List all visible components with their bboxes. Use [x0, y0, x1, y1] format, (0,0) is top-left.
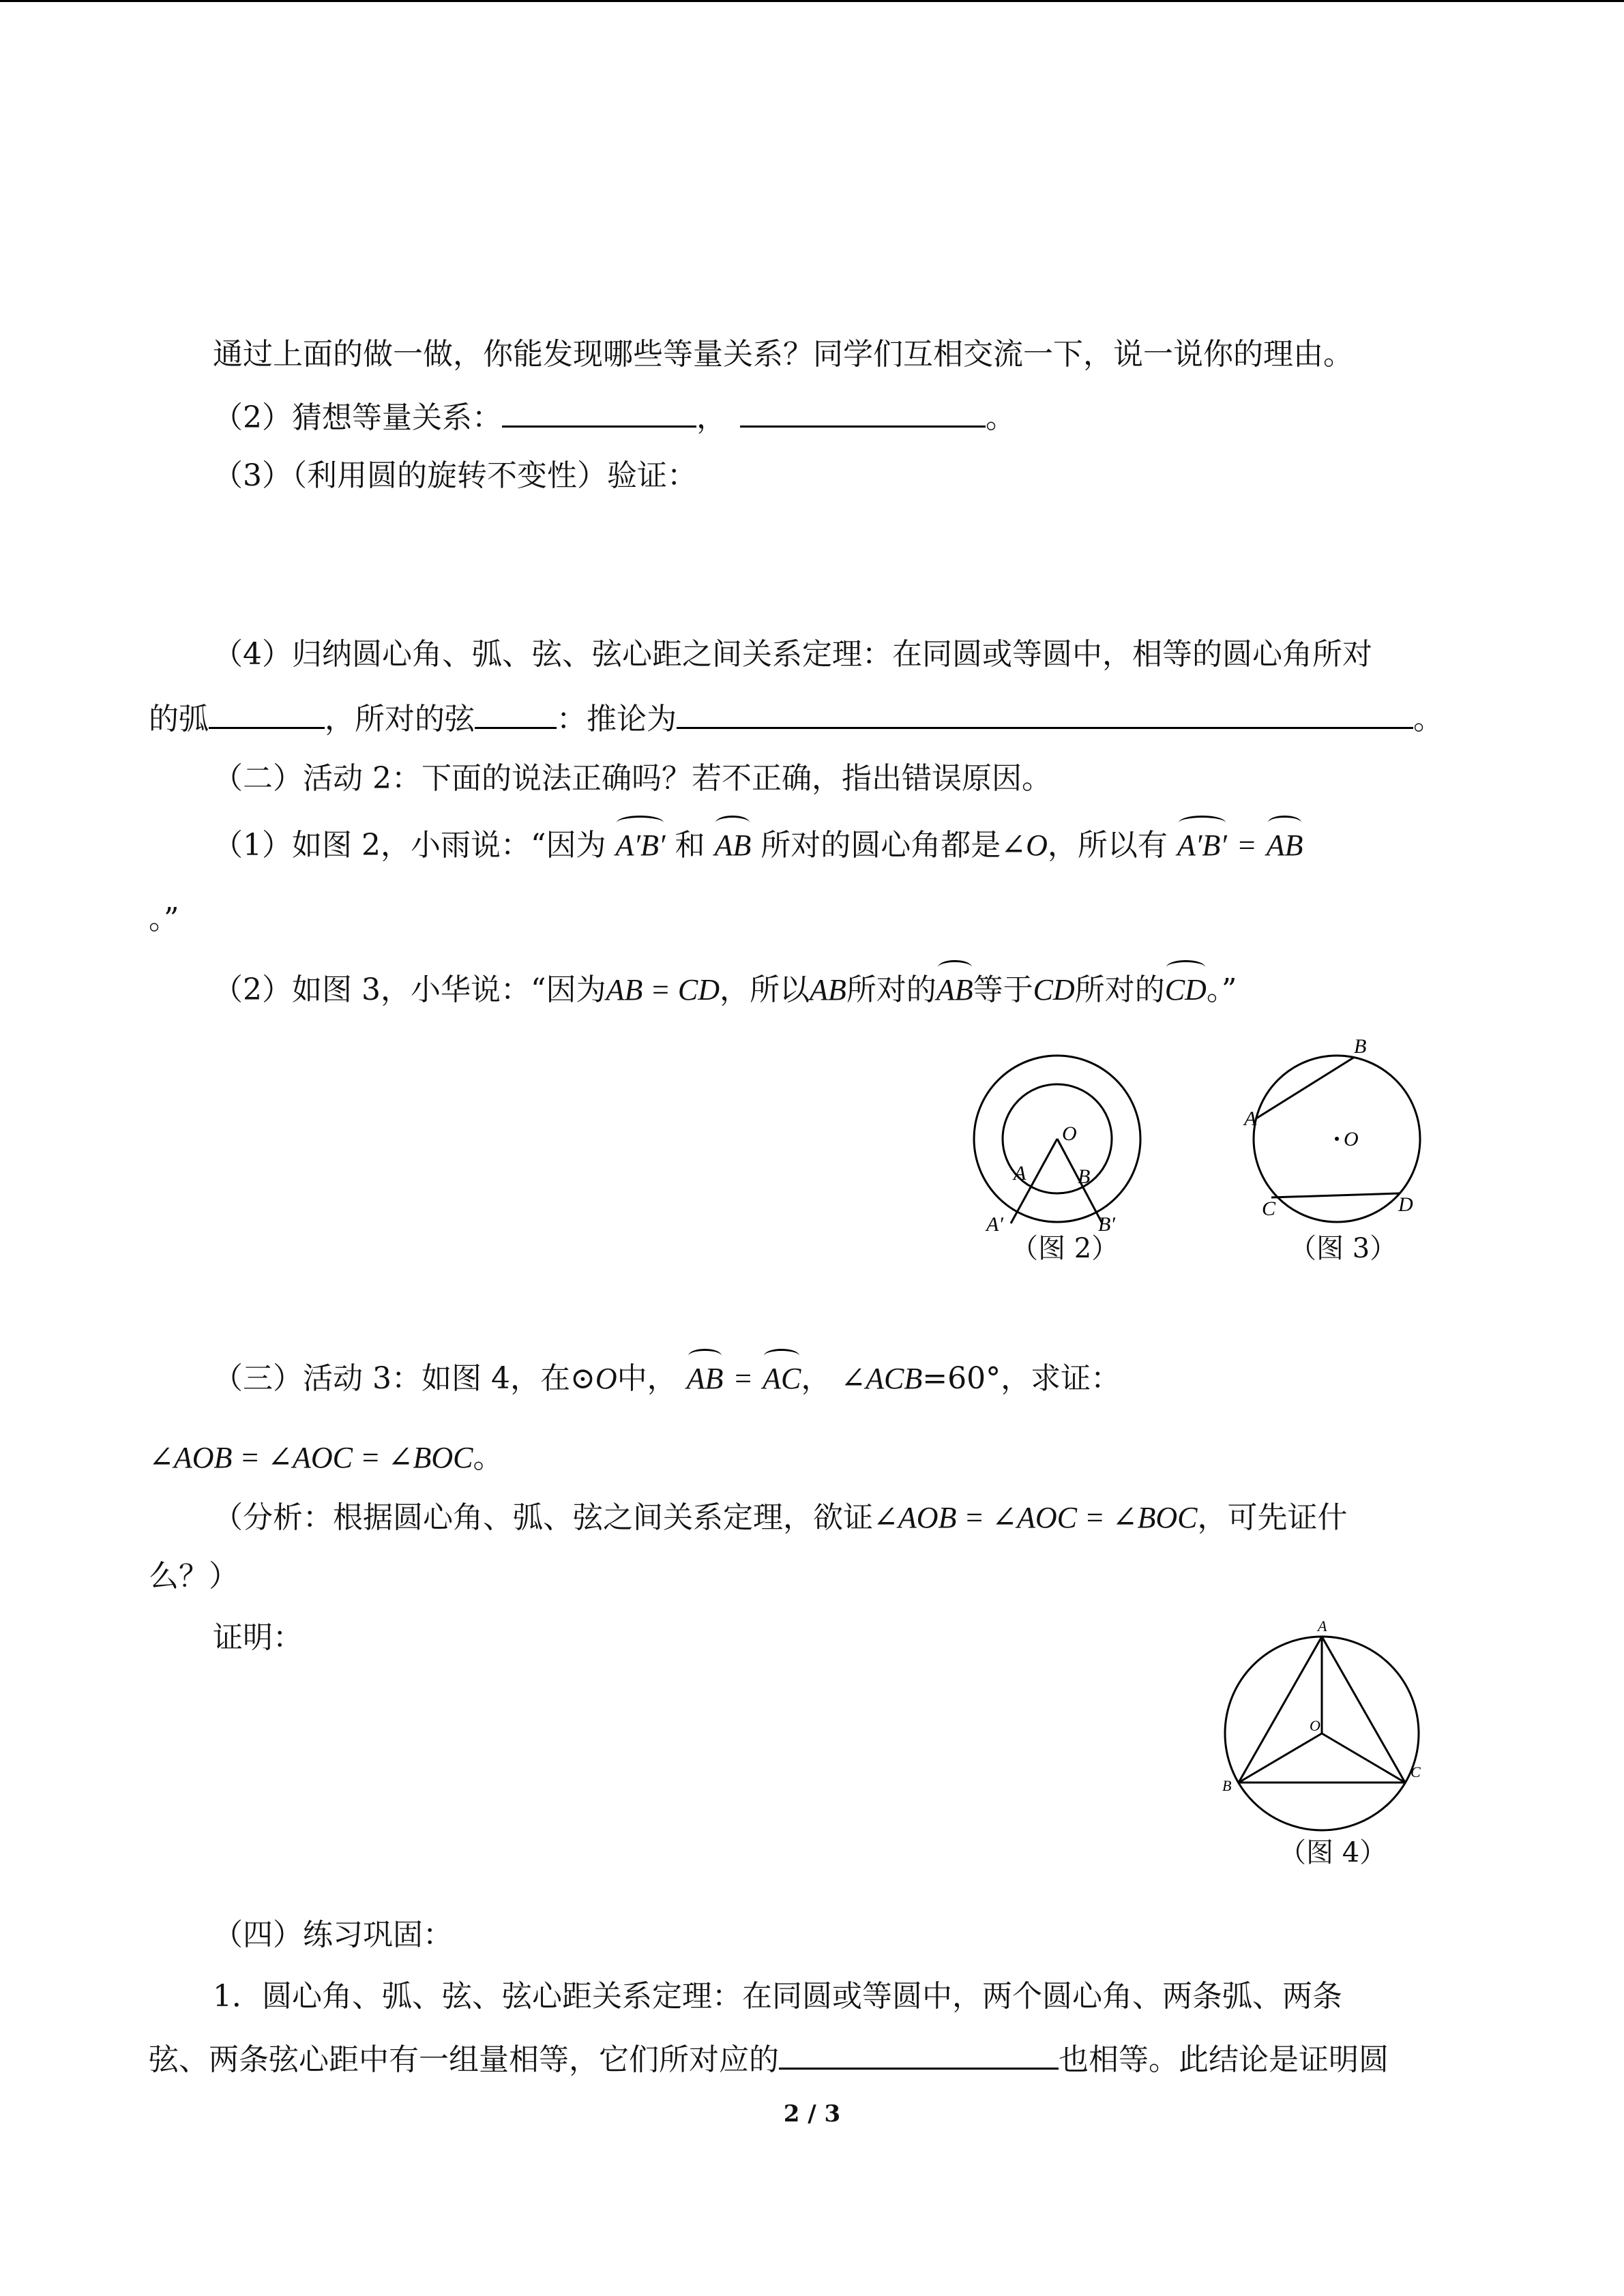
blank-arc[interactable]	[209, 697, 325, 729]
circle-o-label: O	[595, 1362, 617, 1395]
q1-text-2: 和	[675, 828, 705, 863]
blank-exercise-1[interactable]	[779, 2038, 1059, 2070]
conjecture-separator: ，	[696, 400, 726, 435]
act3-text-2: 中，	[617, 1361, 677, 1396]
top-border	[0, 0, 1624, 2]
fig2-label-b: B	[1078, 1165, 1091, 1188]
paragraph-conjecture	[213, 396, 1016, 438]
figure-2-caption: （图 2）	[1011, 1233, 1119, 1264]
activity-2-question-1	[213, 825, 1303, 866]
fig3-label-a: A	[1244, 1107, 1257, 1130]
chord-equation: AB = CD	[606, 973, 720, 1007]
act3-text-4: =60°，求证：	[922, 1361, 1121, 1396]
paragraph-discussion: 通过上面的做一做，你能发现哪些等量关系？同学们互相交流一下，说一说你的理由。	[213, 337, 1353, 372]
blank-corollary[interactable]	[677, 697, 1413, 729]
fig3-label-c: C	[1262, 1197, 1276, 1220]
activity-2-question-2	[213, 970, 1237, 1011]
q1-text-1: （1）如图 2，小雨说：“因为	[213, 828, 606, 863]
exercise-1-line2	[149, 2038, 1389, 2081]
angle-o: ∠O	[1001, 829, 1048, 862]
act3-line2-end: 。	[473, 1440, 503, 1475]
act3-text-1: （三）活动 3：如图 4，在⊙	[213, 1361, 595, 1396]
arc-ac-act3: AC	[763, 1358, 801, 1399]
fig4-radius-oc	[1322, 1733, 1405, 1783]
fig3-label-o: O	[1344, 1128, 1359, 1150]
fig4-label-c: C	[1411, 1763, 1421, 1780]
paragraph-verify: （3）（利用圆的旋转不变性）验证：	[213, 458, 697, 493]
figure-3-diagram	[1228, 1037, 1439, 1234]
exercise-1-text-b: 也相等。此结论是证明圆	[1059, 2042, 1389, 2077]
question-1-end: 。”	[149, 901, 179, 936]
act3-text-3: ，	[801, 1361, 831, 1396]
q1-text-3: 所对的圆心角都是	[761, 828, 1001, 863]
analysis-text-1: （分析：根据圆心角、弧、弦之间关系定理，欲证	[213, 1500, 873, 1535]
fig2-label-o: O	[1062, 1122, 1077, 1145]
arc-ab-act3: AB	[687, 1358, 724, 1399]
angle-acb: ∠ACB	[840, 1362, 923, 1395]
conjecture-end: 。	[986, 400, 1016, 435]
fig3-center-dot	[1335, 1137, 1339, 1141]
equals-sign: =	[1236, 829, 1257, 862]
exercise-1-text-a: 弦、两条弦心距中有一组量相等，它们所对应的	[149, 2042, 779, 2077]
arc-a-prime-b-prime: A′B′	[615, 825, 665, 866]
fig2-label-a-prime: A′	[986, 1213, 1003, 1234]
q2-text-5: 所对的	[1074, 972, 1165, 1007]
fig4-side-ac	[1322, 1637, 1405, 1783]
conjecture-label: （2）猜想等量关系：	[213, 400, 502, 435]
q1-text-4: ，所以有	[1047, 828, 1168, 863]
blank-conjecture-1[interactable]	[502, 396, 696, 428]
arc-ab-2: AB	[1267, 825, 1303, 866]
theorem-text-b: ，所对的弦	[325, 702, 475, 736]
angle-equation: ∠AOB = ∠AOC = ∠BOC	[149, 1441, 473, 1474]
chord-ab: AB	[810, 973, 846, 1007]
arc-cd-q2: CD	[1165, 970, 1207, 1011]
fig3-label-d: D	[1398, 1193, 1413, 1216]
paragraph-theorem-line1: （4）归纳圆心角、弧、弦、弦心距之间关系定理：在同圆或等圆中，相等的圆心角所对	[213, 637, 1372, 672]
q2-text-2: ，所以	[720, 972, 810, 1007]
q2-text-3: 所对的	[846, 972, 936, 1007]
activity-3-analysis-line2: 么？）	[149, 1559, 239, 1594]
fig2-label-a: A	[1014, 1162, 1027, 1184]
exercise-1-line1: 1．圆心角、弧、弦、弦心距关系定理：在同圆或等圆中，两个圆心角、两条弧、两条	[213, 1979, 1342, 2014]
arc-ab-q2: AB	[936, 970, 973, 1011]
blank-conjecture-2[interactable]	[740, 396, 986, 428]
activity-2-title: （二）活动 2：下面的说法正确吗？若不正确，指出错误原因。	[213, 761, 1052, 796]
fig4-label-o: O	[1310, 1717, 1320, 1734]
chord-cd: CD	[1033, 973, 1075, 1007]
arc-a-prime-b-prime-2: A′B′	[1177, 825, 1227, 866]
fig3-label-b: B	[1354, 1037, 1367, 1058]
paragraph-theorem-line2	[149, 697, 1443, 740]
activity-3-line1	[213, 1358, 1121, 1399]
fig4-radius-ob	[1239, 1733, 1322, 1783]
figure-2-diagram	[962, 1043, 1153, 1234]
figure-3-caption: （图 3）	[1289, 1233, 1398, 1264]
q2-text-4: 等于	[973, 972, 1033, 1007]
arc-ab: AB	[714, 825, 751, 866]
figure-4-caption: （图 4）	[1279, 1837, 1387, 1868]
q2-text-6: 。”	[1206, 972, 1237, 1007]
analysis-text-end: ，可先证什	[1197, 1500, 1348, 1535]
activity-3-analysis-line1	[213, 1497, 1348, 1538]
activity-4-title: （四）练习巩固：	[213, 1918, 453, 1952]
fig3-chord-cd	[1271, 1193, 1400, 1197]
proof-label: 证明：	[213, 1620, 303, 1655]
act3-equals: =	[733, 1362, 754, 1395]
page-number: 2 / 3	[783, 2100, 841, 2128]
fig4-label-a: A	[1318, 1617, 1327, 1635]
theorem-text-a: 的弧	[149, 702, 209, 736]
figure-4-diagram	[1214, 1616, 1432, 1841]
fig2-label-b-prime: B′	[1098, 1213, 1115, 1234]
theorem-text-c: ：推论为	[557, 702, 677, 736]
fig4-label-b: B	[1222, 1777, 1232, 1794]
theorem-end: 。	[1413, 702, 1443, 736]
activity-3-line2	[149, 1437, 503, 1478]
q2-text-1: （2）如图 3，小华说：“因为	[213, 972, 606, 1007]
fig4-side-ab	[1239, 1637, 1322, 1783]
analysis-angle-equation: ∠AOB = ∠AOC = ∠BOC	[873, 1501, 1198, 1534]
blank-chord[interactable]	[475, 697, 557, 729]
